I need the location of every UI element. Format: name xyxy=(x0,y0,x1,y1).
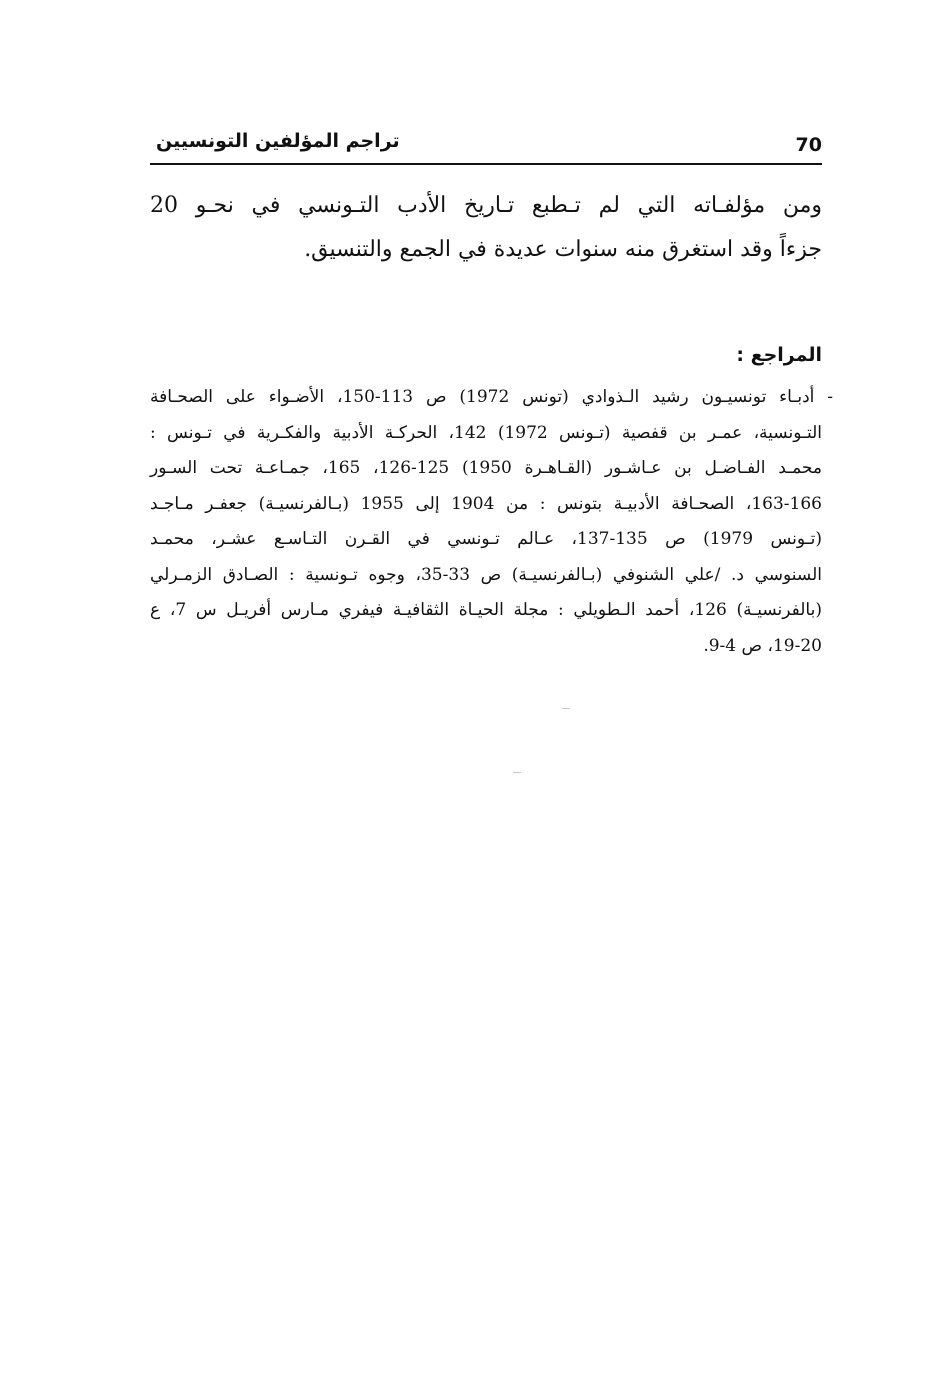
scan-speck xyxy=(562,708,570,709)
scan-speck xyxy=(513,772,521,773)
references-list xyxy=(150,380,833,664)
reference-line: السنوسي د. /علي الشنوفي (بـالفرنسيـة) ص 33-35، وجوه تـونسية : الصـادق الزمـرلي xyxy=(150,564,822,585)
reference-line: - أدبـاء تونسيـون رشيد الـذوادي (تونس 1972) ص 113-150، الأضـواء على الصحـافة xyxy=(150,387,833,407)
running-title: تراجم المؤلفين التونسيين xyxy=(156,130,400,152)
reference-line: (تـونس 1979) ص 135-137، عـالم تـونسي في القـرن التـاسـع عشـر، محمـد xyxy=(150,529,823,549)
references-heading: المراجع : xyxy=(736,344,822,366)
page-number: 70 xyxy=(795,134,822,156)
intro-paragraph xyxy=(150,184,822,272)
page-header xyxy=(150,130,822,164)
reference-line: 163-166، الصحـافة الأدبيـة بتونس : من 1904 إلى 1955 (بـالفرنسيـة) جعفـر مـاجـد xyxy=(150,493,822,514)
intro-line: جزءاً وقد استغرق منه سنوات عديدة في الجمع والتنسيق. xyxy=(304,237,822,262)
reference-line: 19-20، ص 4-9. xyxy=(703,635,822,656)
reference-line: التـونسية، عمـر بن قفصية (تـونس 1972) 142، الحركـة الأدبية والفكـرية في تـونس : xyxy=(150,422,822,443)
reference-line: (بالفرنسيـة) 126، أحمد الـطويلي : مجلة الحيـاة الثقافيـة فيفري مـارس أفريـل س 7، ع xyxy=(150,600,822,620)
intro-line: ومن مؤلفـاته التي لم تـطبع تـاريخ الأدب التـونسي في نحـو 20 xyxy=(150,193,822,218)
reference-line: محمـد الفـاضـل بن عـاشـور (القـاهـرة 1950) 125-126، 165، جمـاعـة تحت السـور xyxy=(150,458,823,478)
header-rule xyxy=(150,163,822,165)
